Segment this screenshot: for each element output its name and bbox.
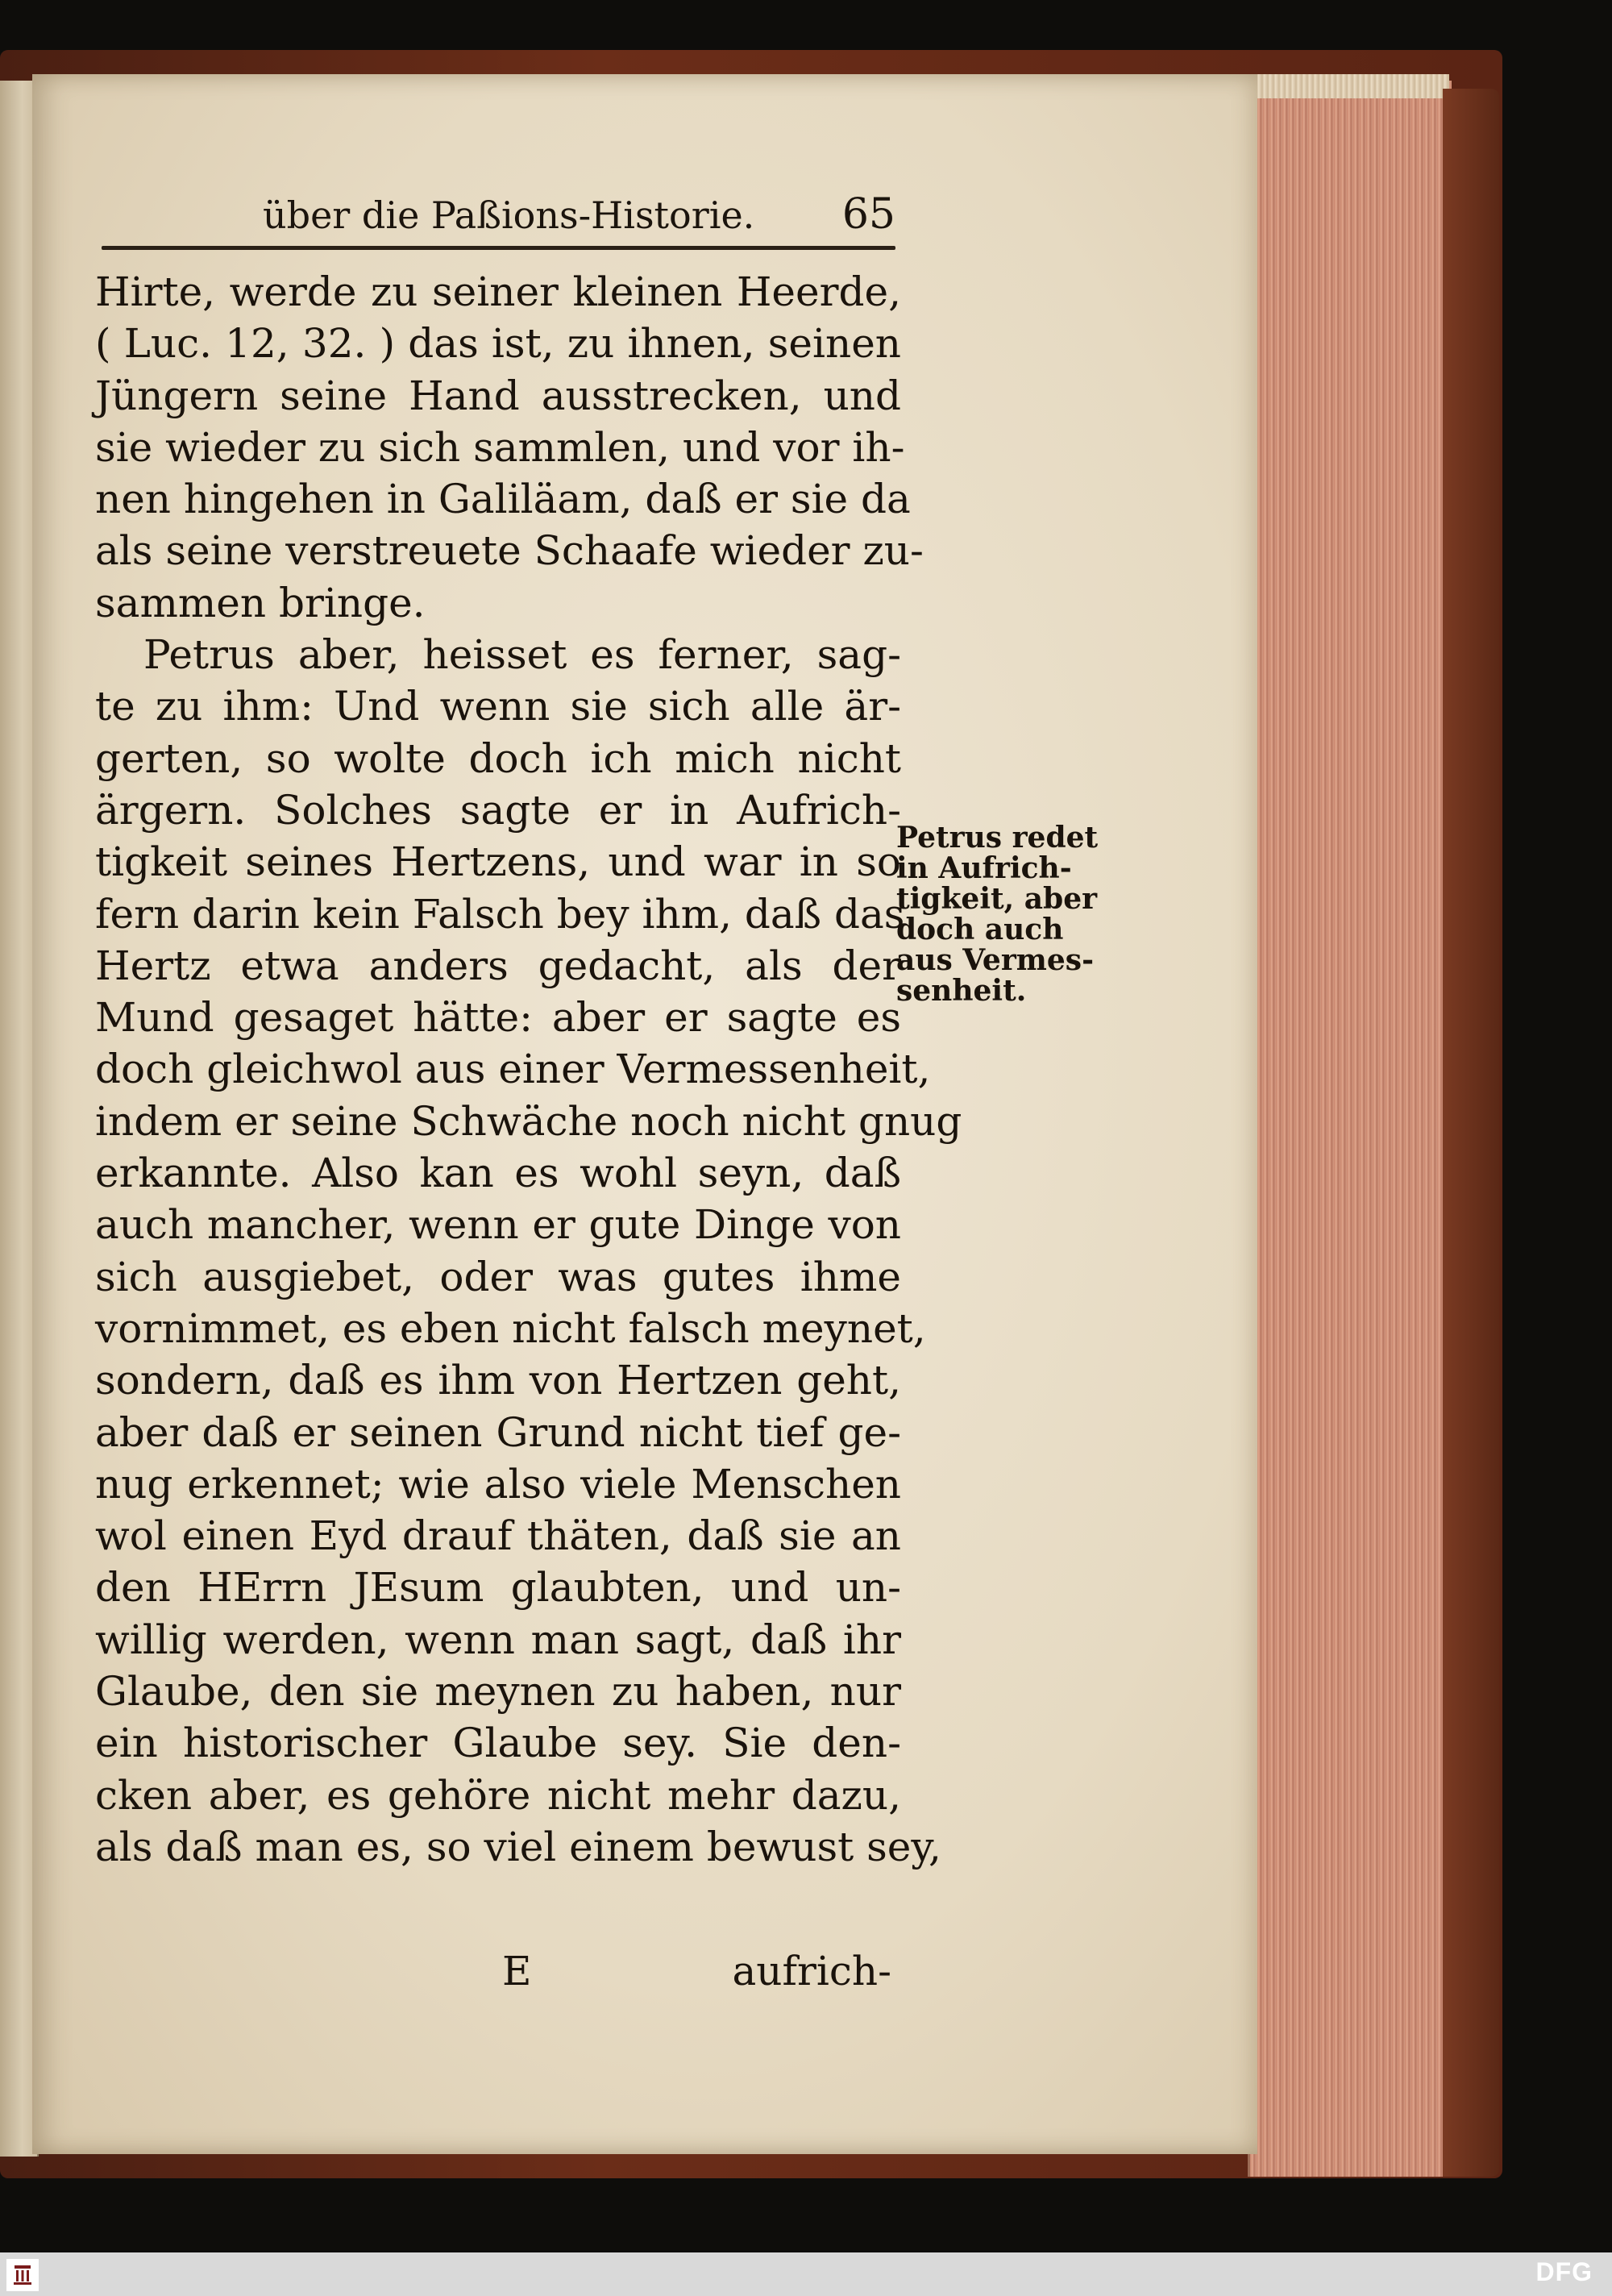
text-line: wol einen Eyd drauf thäten, daß sie an <box>95 1512 901 1560</box>
page-fore-edge <box>1248 81 1452 2177</box>
text-line: sich ausgiebet, oder was gutes ihme <box>95 1253 901 1300</box>
margin-note-line: in Aufrich- <box>896 851 1072 885</box>
text-line: willig werden, wenn man sagt, daß ihr <box>95 1616 901 1663</box>
catchword: aufrich- <box>732 1948 891 1994</box>
text-line: als daß man es, so viel einem bewust sey, <box>95 1823 941 1870</box>
text-line: sie wieder zu sich sammlen, und vor ih- <box>95 423 905 471</box>
text-line: Petrus aber, heisset es ferner, sag- <box>143 631 901 679</box>
page-number: 65 <box>841 190 895 239</box>
header-rule <box>102 246 895 250</box>
text-line: cken aber, es gehöre nicht mehr dazu, <box>95 1771 901 1819</box>
text-line: nen hingehen in Galiläam, daß er sie da <box>95 476 911 523</box>
text-line: ein historischer Glaube sey. Sie den- <box>95 1720 901 1767</box>
text-line: auch mancher, wenn er gute Dinge von <box>95 1201 901 1249</box>
text-line: te zu ihm: Und wenn sie sich alle är- <box>95 683 901 730</box>
margin-note-line: doch auch <box>896 913 1064 946</box>
library-logo-icon <box>6 2259 39 2291</box>
text-line: den HErrn JEsum glaubten, und un- <box>95 1564 901 1612</box>
text-line: Hirte, werde zu seiner kleinen Heerde, <box>95 268 901 315</box>
margin-note-line: Petrus redet <box>896 821 1099 855</box>
text-line: sammen bringe. <box>95 579 426 626</box>
text-line: als seine verstreuete Schaafe wieder zu- <box>95 527 924 575</box>
text-line: tigkeit seines Hertzens, und war in so <box>95 838 901 886</box>
text-line: doch gleichwol aus einer Vermessenheit, <box>95 1046 931 1093</box>
main-text-block <box>95 266 962 1873</box>
page-footer <box>95 1948 901 2004</box>
viewer-bottom-bar <box>0 2252 1612 2296</box>
text-line: ( Luc. 12, 32. ) das ist, zu ihnen, seinen <box>95 320 901 368</box>
text-line: Glaube, den sie meynen zu haben, nur <box>95 1668 901 1716</box>
text-line: Mund gesaget hätte: aber er sagte es <box>95 994 901 1042</box>
running-title: über die Paßions-Historie. <box>263 193 755 237</box>
marginal-note <box>896 822 1130 1006</box>
text-line: gerten, so wolte doch ich mich nicht <box>95 734 901 782</box>
text-line: nug erkennet; wie also viele Menschen <box>95 1460 901 1508</box>
text-line: erkannte. Also kan es wohl seyn, daß <box>95 1150 901 1197</box>
text-line: Jüngern seine Hand ausstrecken, und <box>95 372 901 419</box>
signature-mark: E <box>502 1948 532 1994</box>
text-line: ärgern. Solches sagte er in Aufrich- <box>95 786 901 834</box>
text-line: sondern, daß es ihm von Hertzen geht, <box>95 1357 901 1404</box>
cover-side <box>1443 89 1499 2177</box>
text-line: Hertz etwa anders gedacht, als der <box>95 942 901 989</box>
margin-note-line: aus Vermes- <box>896 943 1095 977</box>
page-fore-edge-top <box>1248 74 1449 98</box>
text-line: fern darin kein Falsch bey ihm, daß das <box>95 890 905 938</box>
text-line: aber daß er seinen Grund nicht tief ge- <box>95 1408 901 1456</box>
text-line: vornimmet, es eben nicht falsch meynet, <box>95 1304 926 1352</box>
text-line: indem er seine Schwäche noch nicht gnug <box>95 1097 962 1145</box>
running-head <box>102 190 895 250</box>
dfg-logo: DFG <box>1535 2257 1593 2286</box>
margin-note-line: tigkeit, aber <box>896 882 1098 916</box>
margin-note-line: senheit. <box>896 974 1027 1008</box>
